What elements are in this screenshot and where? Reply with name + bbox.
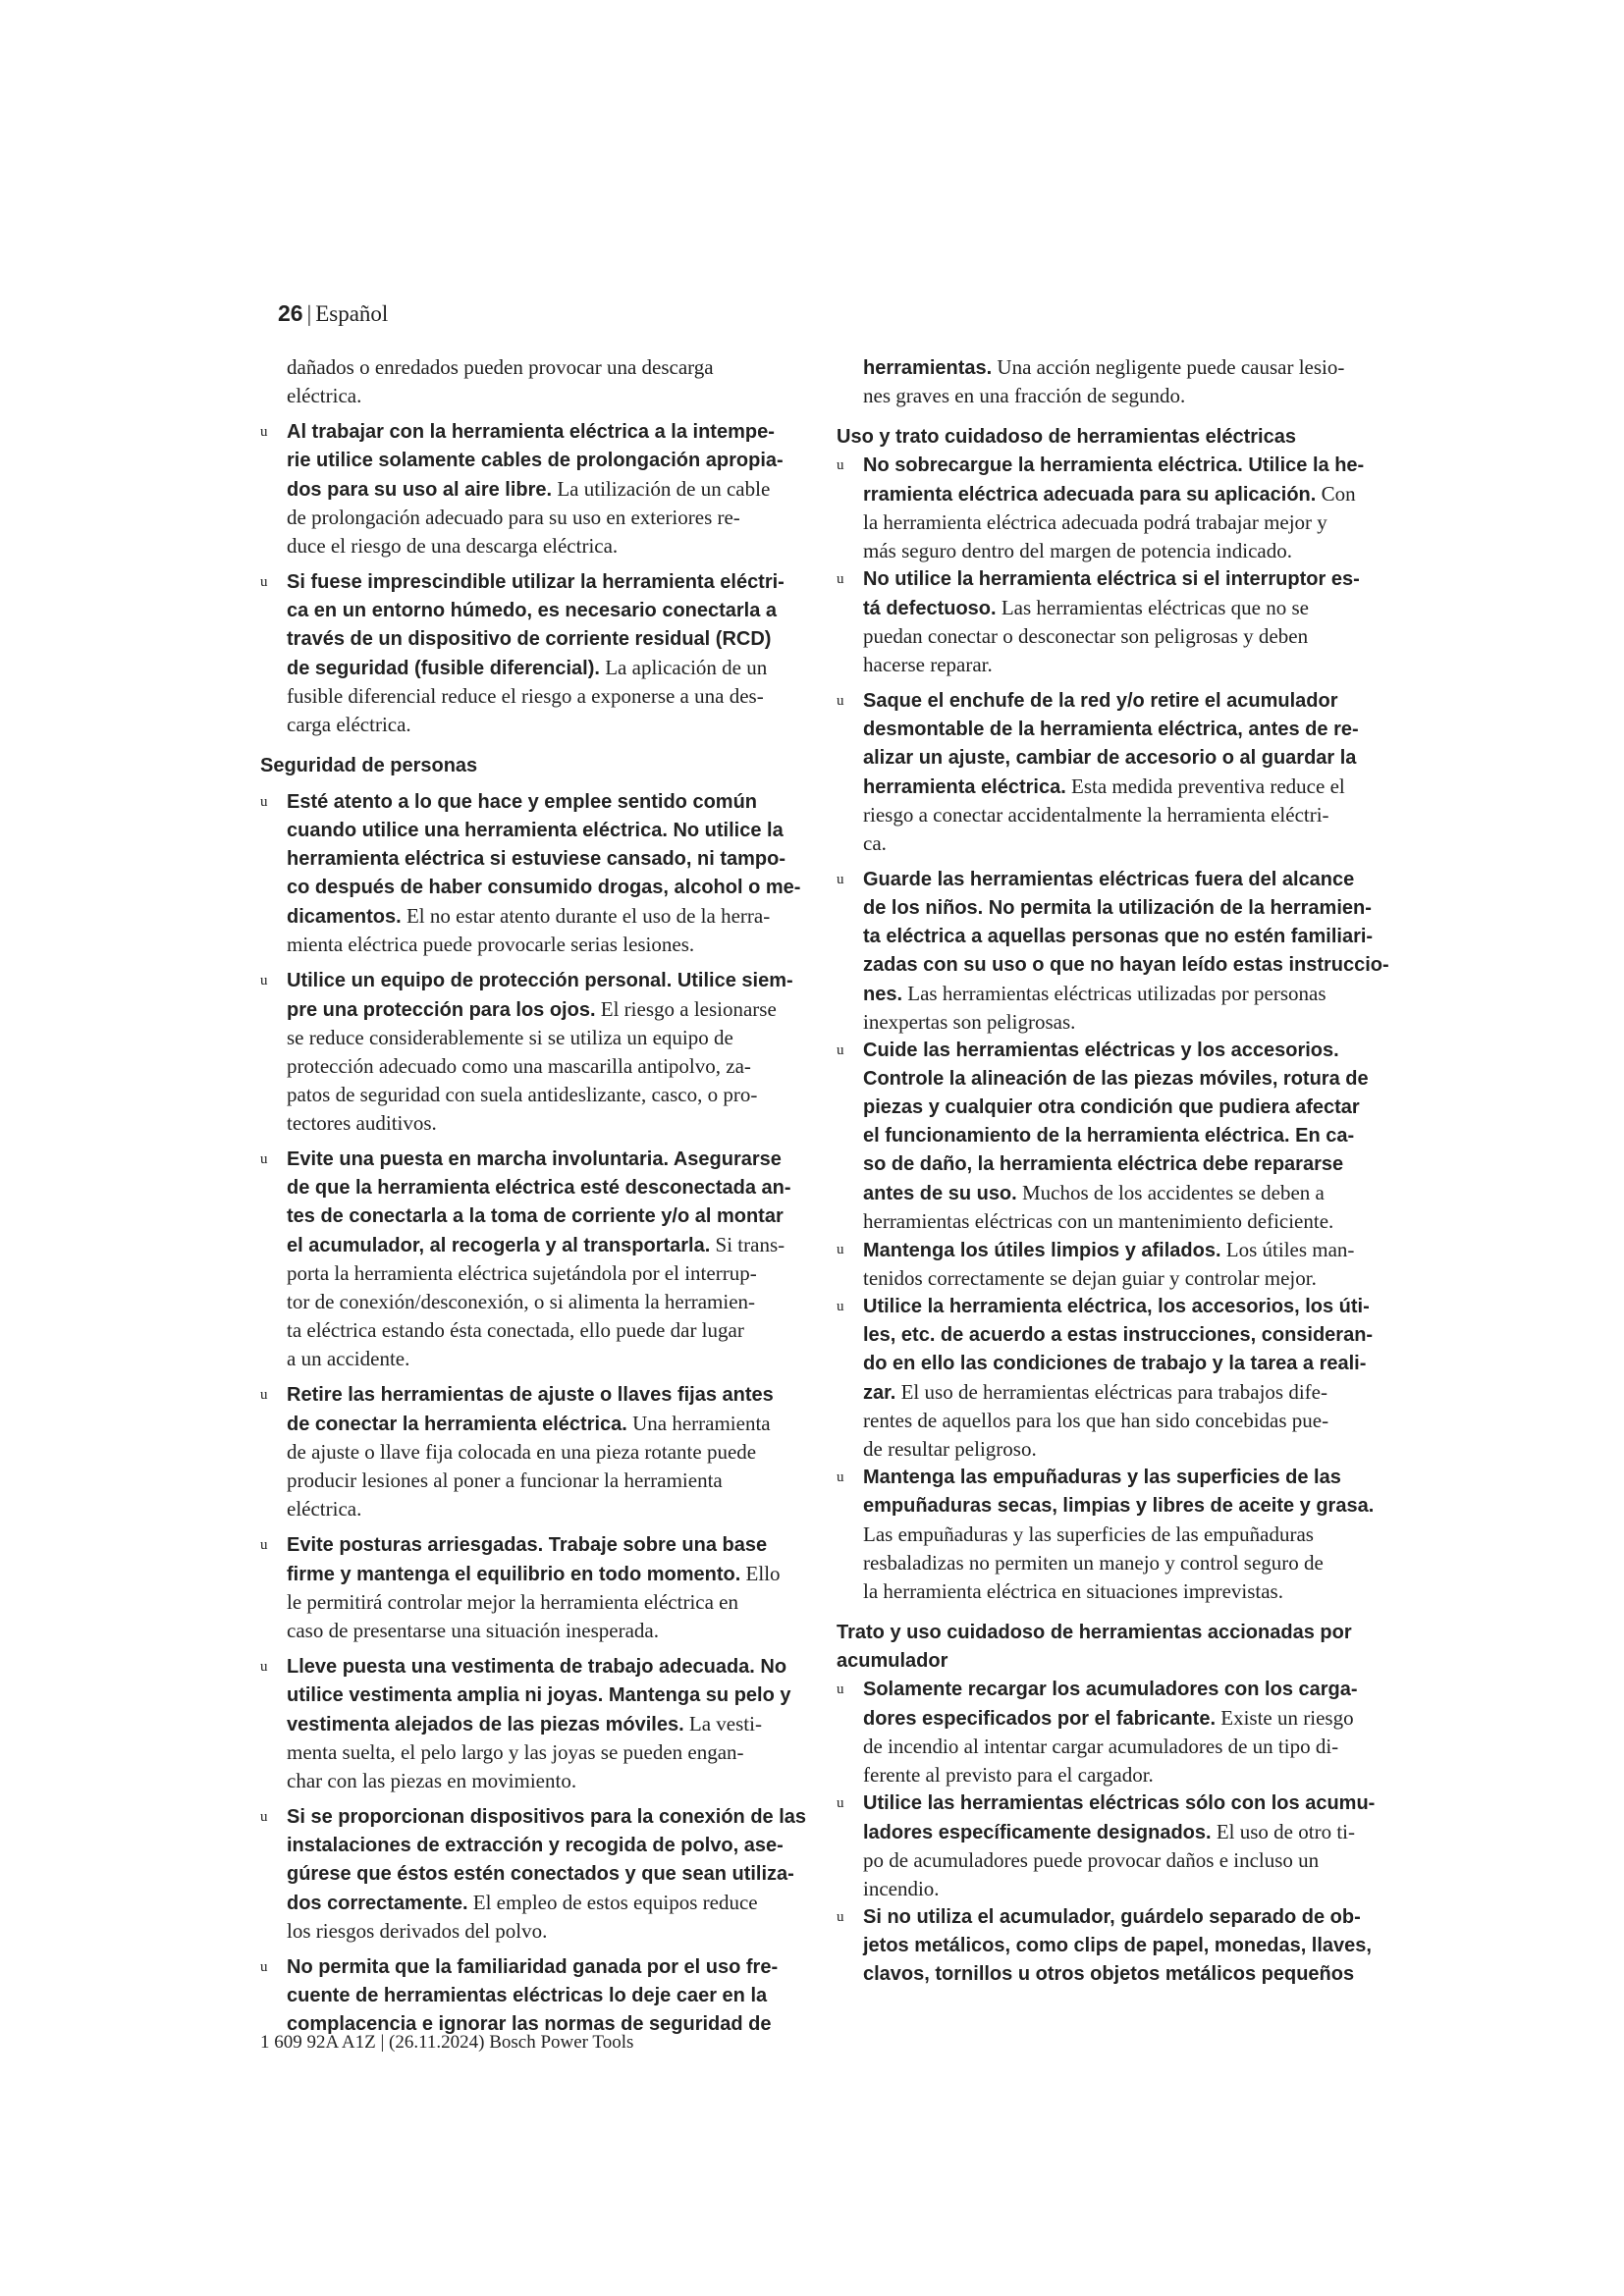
text-line: de incendio al intentar cargar acumuladores de un tipo di- <box>863 1735 1339 1758</box>
text-line <box>260 1231 816 1259</box>
text-line: los riesgos derivados del polvo. <box>287 1919 548 1943</box>
bullet-marker: u <box>260 1809 268 1825</box>
text-line: cuando utilice una herramienta eléctrica. No utilice la <box>287 820 784 841</box>
text-line: a un accidente. <box>287 1347 410 1370</box>
bold-segment: antes de su uso. <box>863 1183 1017 1204</box>
text-line: jetos metálicos, como clips de papel, monedas, llaves, <box>863 1935 1372 1956</box>
text-line: Si fuese imprescindible utilizar la herramienta eléctri- <box>287 571 785 593</box>
text-line: Evite posturas arriesgadas. Trabaje sobre una base <box>287 1534 768 1556</box>
text-line <box>260 995 816 1024</box>
bullet-item <box>837 1037 1410 1065</box>
text-line <box>260 902 816 931</box>
bullet-marker: u <box>837 1469 844 1485</box>
text-line: de ajuste o llave fija colocada en una pieza rotante puede <box>287 1440 757 1464</box>
text-line: Esté atento a lo que hace y emplee sentido común <box>287 791 758 813</box>
text-line: ta eléctrica estando ésta conectada, ello puede dar lugar <box>287 1318 744 1342</box>
plain-segment: Esta medida preventiva reduce el <box>1071 774 1345 798</box>
bullet-marker: u <box>837 872 844 887</box>
page-header <box>278 300 388 327</box>
bold-segment: firme y mantenga el equilibrio en todo momento. <box>287 1564 741 1585</box>
plain-segment: El riesgo a lesionarse <box>600 997 777 1021</box>
text-line: se reduce considerablemente si se utiliza un equipo de <box>287 1026 733 1049</box>
bullet-marker: u <box>260 1959 268 1975</box>
plain-segment: Los útiles man- <box>1225 1238 1355 1261</box>
text-line <box>837 980 1410 1008</box>
text-line: char con las piezas en movimiento. <box>287 1769 577 1792</box>
plain-segment: El no estar atento durante el uso de la herra- <box>406 904 771 928</box>
bullet-marker: u <box>837 1795 844 1811</box>
text-line: po de acumuladores puede provocar daños e incluso un <box>863 1848 1320 1872</box>
text-line <box>260 654 816 682</box>
text-line: Si se proporcionan dispositivos para la conexión de las <box>287 1806 807 1828</box>
bullet-item <box>837 866 1410 894</box>
text-line <box>260 1889 816 1917</box>
text-line: hacerse reparar. <box>863 653 993 676</box>
text-line: más seguro dentro del margen de potencia indicado. <box>863 539 1292 562</box>
left-column <box>260 353 816 2039</box>
bullet-item <box>260 1146 816 1174</box>
bullet-item <box>837 687 1410 716</box>
bullet-marker: u <box>837 571 844 587</box>
bullet-item <box>837 1464 1410 1492</box>
text-line <box>837 594 1410 622</box>
bullet-marker: u <box>837 1299 844 1314</box>
text-line: herramientas eléctricas con un mantenimiento deficiente. <box>863 1209 1334 1233</box>
text-line: so de daño, la herramienta eléctrica debe repararse <box>863 1153 1344 1175</box>
text-line: inexpertas son peligrosas. <box>863 1010 1076 1034</box>
plain-segment: Una acción negligente puede causar lesio- <box>997 355 1345 379</box>
text-line: dañados o enredados pueden provocar una descarga <box>287 355 714 379</box>
text-line: la herramienta eléctrica adecuada podrá trabajar mejor y <box>863 510 1327 534</box>
bold-segment: el acumulador, al recogerla y al transportarla. <box>287 1235 711 1256</box>
text-line: rie utilice solamente cables de prolongación apropia- <box>287 450 784 471</box>
bold-segment: herramienta eléctrica. <box>863 776 1066 798</box>
text-line: utilice vestimenta amplia ni joyas. Mantenga su pelo y <box>287 1684 791 1706</box>
text-line: Guarde las herramientas eléctricas fuera del alcance <box>863 869 1355 890</box>
text-line: le permitirá controlar mejor la herramienta eléctrica en <box>287 1590 739 1614</box>
bullet-marker: u <box>837 693 844 709</box>
text-line: fusible diferencial reduce el riesgo a exponerse a una des- <box>287 684 764 708</box>
text-line: zadas con su uso o que no hayan leído estas instruccio- <box>863 954 1389 976</box>
text-line: nes graves en una fracción de segundo. <box>863 384 1186 407</box>
section-heading: acumulador <box>837 1650 948 1672</box>
text-line: No sobrecargue la herramienta eléctrica. Utilice la he- <box>863 454 1365 476</box>
bullet-item <box>837 1789 1410 1818</box>
text-line: de que la herramienta eléctrica esté desconectada an- <box>287 1177 791 1199</box>
bullet-marker: u <box>837 1042 844 1058</box>
text-line: tes de conectarla a la toma de corriente y/o al montar <box>287 1205 784 1227</box>
bullet-marker: u <box>260 574 268 590</box>
text-line: gúrese que éstos estén conectados y que sean utiliza- <box>287 1863 794 1885</box>
bullet-item <box>260 418 816 447</box>
plain-segment: Existe un riesgo <box>1220 1706 1354 1730</box>
text-line <box>260 1710 816 1738</box>
text-line: ca en un entorno húmedo, es necesario conectarla a <box>287 600 778 621</box>
header-separator: | <box>306 301 312 326</box>
bullet-item <box>260 1381 816 1410</box>
text-line: piezas y cualquier otra condición que pudiera afectar <box>863 1096 1360 1118</box>
bullet-marker: u <box>260 1659 268 1675</box>
page-footer: 1 609 92A A1Z | (26.11.2024) Bosch Power Tools <box>260 2032 634 2053</box>
text-line: instalaciones de extracción y recogida de polvo, ase- <box>287 1835 784 1856</box>
bullet-item <box>837 1903 1410 1932</box>
bold-segment: nes. <box>863 984 903 1005</box>
text-line: do en ello las condiciones de trabajo y la tarea a reali- <box>863 1353 1367 1374</box>
text-line: Saque el enchufe de la red y/o retire el acumulador <box>863 690 1338 712</box>
text-line: producir lesiones al poner a funcionar la herramienta <box>287 1468 723 1492</box>
text-line: tectores auditivos. <box>287 1111 437 1135</box>
bullet-item <box>260 568 816 597</box>
text-line <box>837 773 1410 801</box>
text-line: protección adecuado como una mascarilla antipolvo, za- <box>287 1054 751 1078</box>
text-line: Utilice las herramientas eléctricas sólo con los acumu- <box>863 1792 1376 1814</box>
text-line: ta eléctrica a aquellas personas que no estén familiari- <box>863 926 1374 947</box>
bullet-marker: u <box>260 1151 268 1167</box>
text-line: No permita que la familiaridad ganada por el uso fre- <box>287 1956 779 1978</box>
text-line: Al trabajar con la herramienta eléctrica a la intempe- <box>287 421 775 443</box>
text-line <box>260 475 816 504</box>
text-line: tenidos correctamente se dejan guiar y controlar mejor. <box>863 1266 1317 1290</box>
text-line: complacencia e ignorar las normas de seguridad de <box>287 2013 772 2035</box>
text-line: menta suelta, el pelo largo y las joyas se pueden engan- <box>287 1740 744 1764</box>
plain-segment: El uso de otro ti- <box>1216 1820 1355 1843</box>
text-line: carga eléctrica. <box>287 713 411 736</box>
text-line: clavos, tornillos u otros objetos metálicos pequeños <box>863 1963 1355 1985</box>
plain-segment: El uso de herramientas eléctricas para trabajos dife- <box>900 1380 1327 1404</box>
plain-segment: La vesti- <box>688 1712 762 1735</box>
text-line: de prolongación adecuado para su uso en exteriores re- <box>287 506 740 529</box>
text-line: rentes de aquellos para los que han sido concebidas pue- <box>863 1409 1329 1432</box>
section-heading: Trato y uso cuidadoso de herramientas accionadas por <box>837 1622 1352 1643</box>
text-line: Controle la alineación de las piezas móviles, rotura de <box>863 1068 1369 1090</box>
plain-segment: Las herramientas eléctricas que no se <box>1001 596 1309 619</box>
text-line: la herramienta eléctrica en situaciones imprevistas. <box>863 1579 1283 1603</box>
bullet-marker: u <box>260 794 268 810</box>
bullet-item <box>260 1531 816 1560</box>
plain-segment: Las herramientas eléctricas utilizadas por personas <box>907 982 1326 1005</box>
bold-segment: dores especificados por el fabricante. <box>863 1708 1217 1730</box>
text-line: resbaladizas no permiten un manejo y control seguro de <box>863 1551 1324 1575</box>
plain-segment: Una herramienta <box>632 1412 771 1435</box>
text-line: No utilice la herramienta eléctrica si el interruptor es- <box>863 568 1360 590</box>
bold-segment: ladores específicamente designados. <box>863 1822 1212 1843</box>
text-line: ferente al previsto para el cargador. <box>863 1763 1154 1787</box>
bold-segment: vestimenta alejados de las piezas móviles. <box>287 1714 684 1735</box>
section-heading: Seguridad de personas <box>260 755 478 776</box>
plain-segment: El empleo de estos equipos reduce <box>472 1891 758 1914</box>
text-line: el funcionamiento de la herramienta eléctrica. En ca- <box>863 1125 1355 1147</box>
bullet-item <box>260 967 816 995</box>
text-line: través de un dispositivo de corriente residual (RCD) <box>287 628 772 650</box>
text-line: duce el riesgo de una descarga eléctrica. <box>287 534 619 558</box>
text-line: ca. <box>863 831 887 855</box>
text-line: patos de seguridad con suela antideslizante, casco, o pro- <box>287 1083 758 1106</box>
bullet-item <box>260 1803 816 1832</box>
bullet-item <box>837 565 1410 594</box>
text-line: eléctrica. <box>287 384 362 407</box>
text-line <box>837 1818 1410 1846</box>
bold-segment: pre una protección para los ojos. <box>287 999 596 1021</box>
text-line: mienta eléctrica puede provocarle serias lesiones. <box>287 933 695 956</box>
bold-segment: Mantenga los útiles limpios y afilados. <box>863 1240 1221 1261</box>
text-line: puedan conectar o desconectar son peligrosas y deben <box>863 624 1309 648</box>
text-line <box>837 1179 1410 1207</box>
plain-segment: Con <box>1321 482 1356 506</box>
bold-segment: zar. <box>863 1382 896 1404</box>
bullet-marker: u <box>837 1242 844 1257</box>
bullet-marker: u <box>260 1537 268 1553</box>
bold-segment: herramientas. <box>863 357 993 379</box>
text-line: Utilice un equipo de protección personal. Utilice siem- <box>287 970 793 991</box>
text-line: incendio. <box>863 1877 940 1900</box>
text-line: cuente de herramientas eléctricas lo deje caer en la <box>287 1985 768 2006</box>
text-line: Evite una puesta en marcha involuntaria. Asegurarse <box>287 1148 782 1170</box>
text-line <box>837 1704 1410 1733</box>
bullet-marker: u <box>837 1909 844 1925</box>
text-line: eléctrica. <box>287 1497 362 1521</box>
text-line: alizar un ajuste, cambiar de accesorio o al guardar la <box>863 747 1357 769</box>
right-column <box>837 353 1410 1989</box>
bullet-item <box>260 788 816 817</box>
bullet-item <box>837 452 1410 480</box>
plain-segment: La utilización de un cable <box>557 477 771 501</box>
bullet-item <box>260 1653 816 1682</box>
bold-segment: dos correctamente. <box>287 1893 468 1914</box>
text-line: tor de conexión/desconexión, o si alimenta la herramien- <box>287 1290 756 1313</box>
text-line: Solamente recargar los acumuladores con los carga- <box>863 1679 1358 1700</box>
text-line: les, etc. de acuerdo a estas instrucciones, consideran- <box>863 1324 1374 1346</box>
text-line: de los niños. No permita la utilización de la herramien- <box>863 897 1372 919</box>
text-line: Retire las herramientas de ajuste o llaves fijas antes <box>287 1384 774 1406</box>
bold-segment: de conectar la herramienta eléctrica. <box>287 1414 627 1435</box>
bullet-marker: u <box>260 973 268 988</box>
text-line: co después de haber consumido drogas, alcohol o me- <box>287 877 801 898</box>
text-line: Lleve puesta una vestimenta de trabajo adecuada. No <box>287 1656 787 1678</box>
text-line: Las empuñaduras y las superficies de las empuñaduras <box>863 1522 1314 1546</box>
bullet-marker: u <box>260 424 268 440</box>
section-heading: Uso y trato cuidadoso de herramientas eléctricas <box>837 426 1296 448</box>
bullet-item <box>260 1953 816 1982</box>
text-line: porta la herramienta eléctrica sujetándola por el interrup- <box>287 1261 757 1285</box>
text-line: empuñaduras secas, limpias y libres de aceite y grasa. <box>863 1495 1375 1517</box>
bullet-marker: u <box>837 1682 844 1697</box>
bullet-marker: u <box>260 1387 268 1403</box>
text-line: riesgo a conectar accidentalmente la herramienta eléctri- <box>863 803 1329 827</box>
header-language: Español <box>315 301 389 326</box>
text-line: desmontable de la herramienta eléctrica, antes de re- <box>863 719 1359 740</box>
text-line: Cuide las herramientas eléctricas y los accesorios. <box>863 1040 1339 1061</box>
text-line <box>837 1378 1410 1407</box>
text-line <box>260 1410 816 1438</box>
text-line <box>837 480 1410 508</box>
text-line: de resultar peligroso. <box>863 1437 1037 1461</box>
plain-segment: Si trans- <box>715 1233 785 1256</box>
bold-segment: tá defectuoso. <box>863 598 997 619</box>
bullet-marker: u <box>837 457 844 473</box>
plain-segment: La aplicación de un <box>605 656 768 679</box>
text-line: Si no utiliza el acumulador, guárdelo separado de ob- <box>863 1906 1361 1928</box>
text-line: caso de presentarse una situación inesperada. <box>287 1619 660 1642</box>
page-number: 26 <box>278 300 303 326</box>
bullet-item <box>837 1676 1410 1704</box>
plain-segment: Ello <box>745 1562 781 1585</box>
text-line: herramienta eléctrica si estuviese cansado, ni tampo- <box>287 848 785 870</box>
bold-segment: de seguridad (fusible diferencial). <box>287 658 600 679</box>
text-line: Utilice la herramienta eléctrica, los accesorios, los úti- <box>863 1296 1370 1317</box>
text-line: Mantenga las empuñaduras y las superficies de las <box>863 1467 1341 1488</box>
bullet-item <box>837 1293 1410 1321</box>
bold-segment: rramienta eléctrica adecuada para su aplicación. <box>863 484 1317 506</box>
plain-segment: Muchos de los accidentes se deben a <box>1021 1181 1325 1204</box>
bullet-item <box>837 1236 1410 1264</box>
bold-segment: dicamentos. <box>287 906 402 928</box>
text-line <box>837 353 1410 382</box>
text-line <box>260 1560 816 1588</box>
bold-segment: dos para su uso al aire libre. <box>287 479 553 501</box>
